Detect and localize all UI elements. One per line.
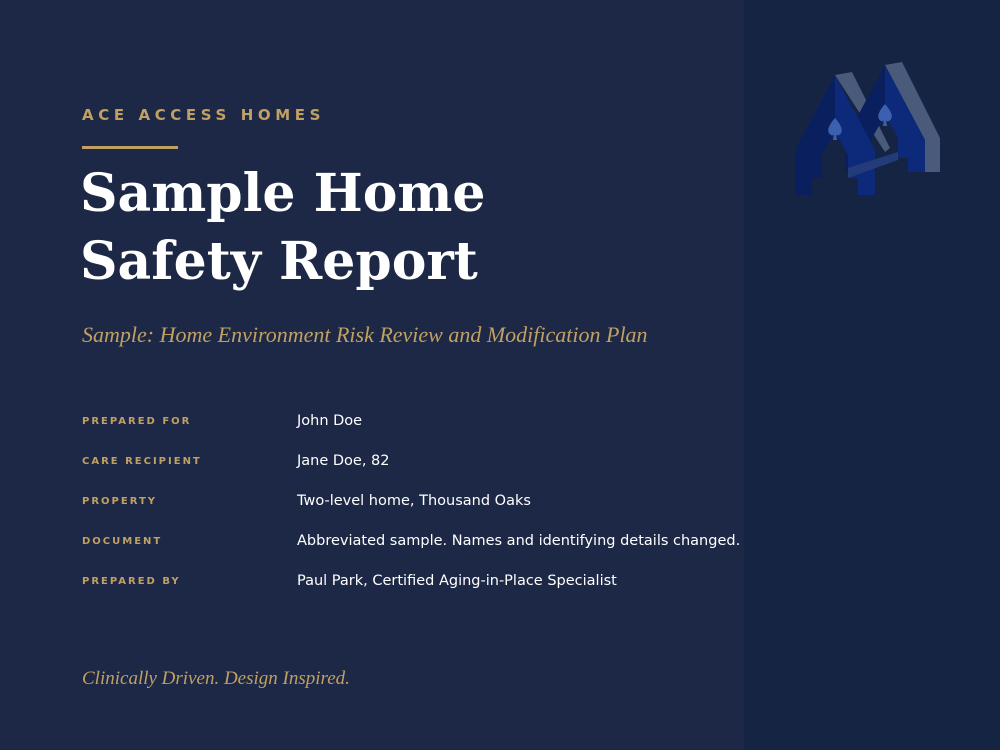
detail-label: DOCUMENT	[82, 536, 163, 547]
detail-row-property	[82, 490, 732, 530]
detail-value: Two-level home, Thousand Oaks	[297, 493, 531, 509]
report-title-line-2: Safety Report	[80, 231, 478, 292]
detail-label: PREPARED BY	[82, 576, 181, 587]
detail-value: Abbreviated sample. Names and identifying details changed.	[297, 533, 741, 549]
report-title-line-1: Sample Home	[80, 163, 486, 224]
accent-divider	[82, 146, 178, 149]
detail-row-prepared-by	[82, 570, 732, 610]
detail-row-care-recipient	[82, 450, 732, 490]
brand-name: ACE ACCESS HOMES	[82, 106, 325, 124]
detail-value: John Doe	[297, 413, 363, 429]
detail-row-prepared-for	[82, 410, 732, 450]
detail-label: PROPERTY	[82, 496, 158, 507]
detail-value: Jane Doe, 82	[297, 453, 390, 469]
report-details	[82, 410, 741, 610]
report-subtitle: Sample: Home Environment Risk Review and Modification Plan	[82, 322, 648, 347]
detail-label: CARE RECIPIENT	[82, 456, 202, 467]
tagline: Clinically Driven. Design Inspired.	[82, 668, 350, 689]
house-arches-logo-icon	[790, 60, 950, 200]
detail-row-document	[82, 530, 741, 570]
detail-value: Paul Park, Certified Aging-in-Place Specialist	[297, 573, 617, 589]
report-title	[80, 160, 680, 296]
detail-label: PREPARED FOR	[82, 416, 192, 427]
